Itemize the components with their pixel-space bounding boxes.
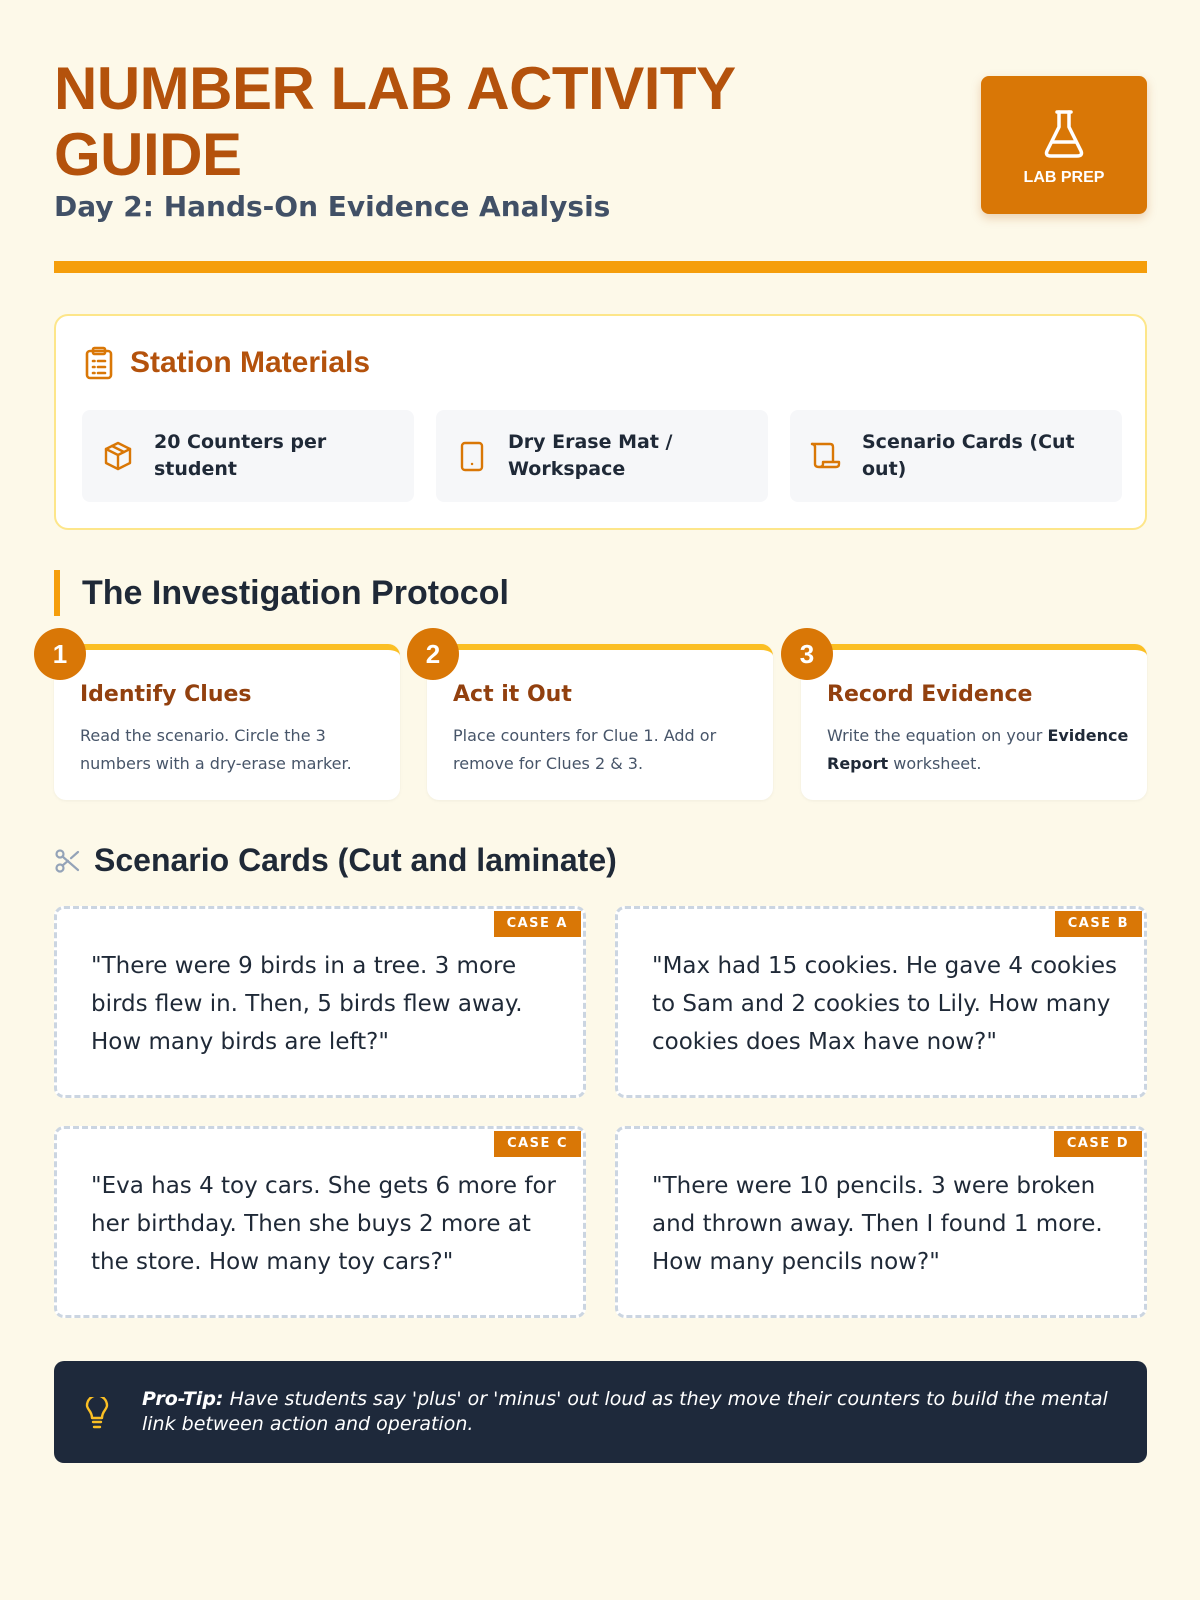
step-title: Act it Out <box>453 682 572 707</box>
clipboard-icon <box>84 346 114 380</box>
scenario-text: "Eva has 4 toy cars. She gets 6 more for her birthday. Then she buys 2 more at the store. How many toy cars?" <box>91 1173 557 1275</box>
scenario-text: "There were 10 pencils. 3 were broken and thrown away. Then I found 1 more. How many pencils now?" <box>652 1173 1103 1275</box>
pro-tip-body: Have students say 'plus' or 'minus' out loud as they move their counters to build the mental link between action and operation. <box>142 1388 1108 1435</box>
pro-tip-text <box>142 1387 1122 1437</box>
material-item-label: Scenario Cards (Cut out) <box>862 431 1075 480</box>
protocol-step-2 <box>425 638 773 800</box>
material-item-label: Dry Erase Mat / Workspace <box>508 431 673 480</box>
scenario-card-d <box>615 1126 1147 1318</box>
activity-guide-page <box>54 0 1147 1600</box>
scenario-card-c <box>54 1126 586 1318</box>
scenario-cards-header <box>54 842 617 879</box>
step-description <box>827 722 1132 778</box>
pro-tip-banner <box>54 1361 1147 1463</box>
investigation-protocol-title: The Investigation Protocol <box>82 573 509 612</box>
page-subtitle: Day 2: Hands-On Evidence Analysis <box>54 190 611 223</box>
section-accent-bar <box>54 570 60 616</box>
step-number-badge: 2 <box>407 628 459 680</box>
scenario-card-b <box>615 906 1147 1098</box>
scenario-cards-title: Scenario Cards (Cut and laminate) <box>94 842 617 878</box>
scroll-icon <box>810 440 842 472</box>
protocol-step-1 <box>52 638 400 800</box>
case-tag: CASE C <box>494 1131 581 1157</box>
station-materials-title: Station Materials <box>130 346 371 379</box>
evidence-report-emphasis: Evidence Report <box>827 726 1129 773</box>
protocol-step-3 <box>799 638 1147 800</box>
lab-prep-badge <box>981 76 1147 214</box>
step-description-text: Write the equation on your <box>827 726 1048 745</box>
step-number-badge: 1 <box>34 628 86 680</box>
step-description: Place counters for Clue 1. Add or remove for Clues 2 & 3. <box>453 726 717 773</box>
step-title: Identify Clues <box>80 682 252 707</box>
case-tag: CASE B <box>1055 911 1142 937</box>
step-title: Record Evidence <box>827 682 1033 707</box>
investigation-protocol-header <box>54 570 509 616</box>
material-item-counters <box>82 410 414 502</box>
scenario-text: "Max had 15 cookies. He gave 4 cookies to Sam and 2 cookies to Lily. How many cookies does Max have now?" <box>652 953 1117 1055</box>
case-tag: CASE A <box>494 911 581 937</box>
scenario-text: "There were 9 birds in a tree. 3 more birds flew in. Then, 5 birds flew away. How many birds are left?" <box>91 953 523 1055</box>
header-divider <box>54 261 1147 273</box>
case-tag: CASE D <box>1054 1131 1142 1157</box>
material-item-scenario-cards <box>790 410 1122 502</box>
station-materials-panel <box>54 314 1147 530</box>
cube-icon <box>102 440 134 472</box>
lightbulb-icon <box>84 1397 110 1431</box>
page-title: NUMBER LAB ACTIVITY GUIDE <box>54 55 735 188</box>
scissors-icon <box>54 848 80 874</box>
pro-tip-label: Pro-Tip: <box>142 1388 224 1410</box>
step-description: Read the scenario. Circle the 3 numbers with a dry-erase marker. <box>80 726 352 773</box>
step-description-text: worksheet. <box>888 754 982 773</box>
step-number-badge: 3 <box>781 628 833 680</box>
flask-icon <box>1042 109 1086 159</box>
material-item-label: 20 Counters per student <box>154 431 327 480</box>
material-item-mat <box>436 410 768 502</box>
lab-prep-label: LAB PREP <box>1023 169 1105 186</box>
scenario-card-a <box>54 906 586 1098</box>
tablet-icon <box>456 440 488 472</box>
station-materials-header <box>84 346 370 380</box>
